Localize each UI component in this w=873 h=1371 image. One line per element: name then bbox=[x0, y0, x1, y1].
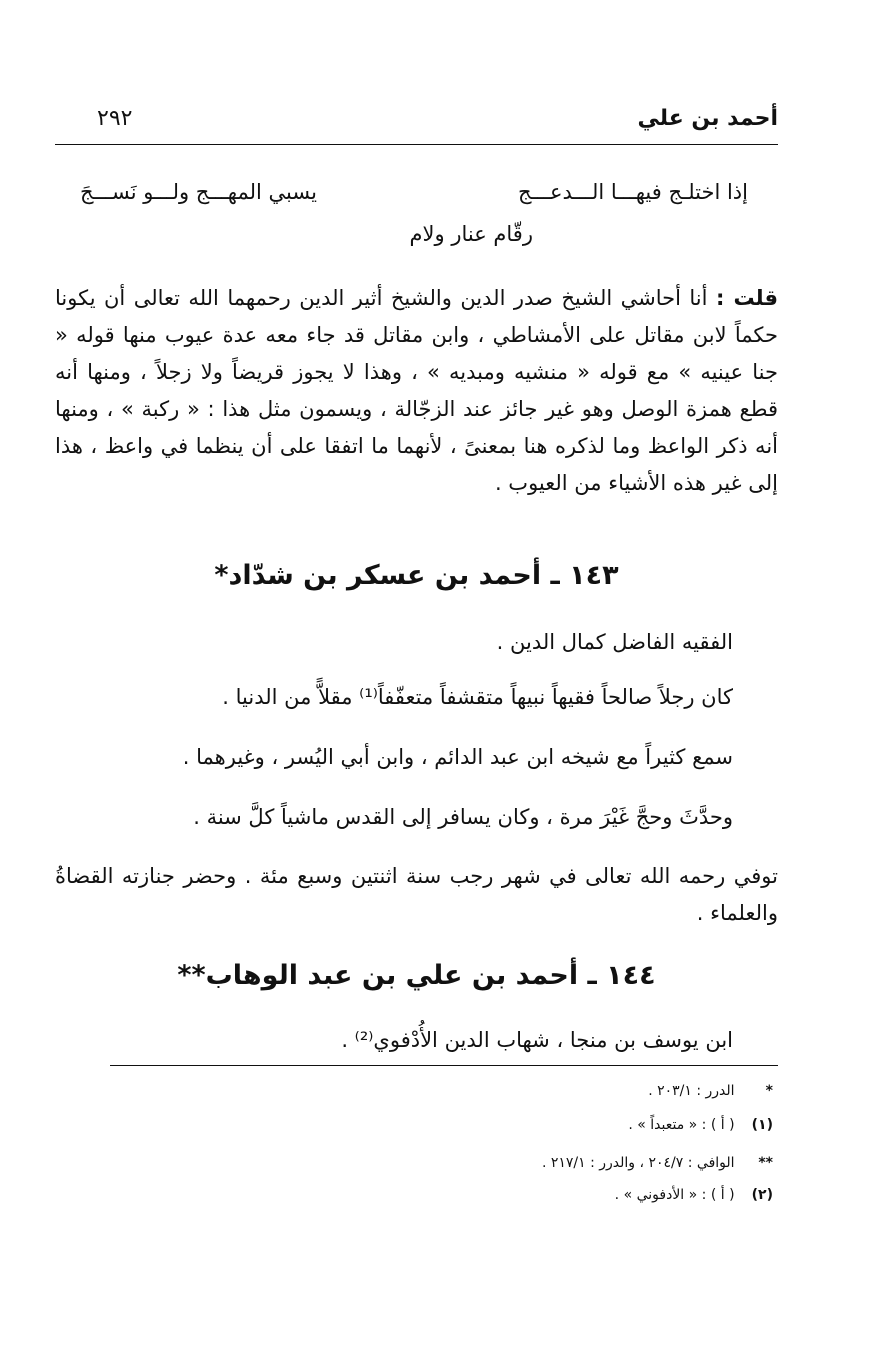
entry-143-death: توفي رحمه الله تعالى في شهر رجب سنة اثنتين وسبع مئة . وحضر جنازته القضاةُ والعلماء . bbox=[55, 864, 778, 925]
footnote-mark: * bbox=[765, 1083, 773, 1099]
verse-hemistich-first: إذا اختلـج فيهـــا الـــدعـــج bbox=[517, 180, 748, 204]
footnote bbox=[615, 1187, 773, 1203]
entry-143-line-4: وحدَّثَ وحجَّ غَيْرَ مرة ، وكان يسافر إلى القدس ماشياً كلَّ سنة . bbox=[193, 805, 733, 829]
entry-143-line-1: الفقيه الفاضل كمال الدين . bbox=[496, 630, 733, 654]
entry-143-line-3: سمع كثيراً مع شيخه ابن عبد الدائم ، وابن أبي اليُسر ، وغيرهما . bbox=[182, 745, 733, 769]
running-title: أحمد بن علي bbox=[637, 106, 778, 131]
footnote-text: ( أ ) : « الأدفوني » . bbox=[614, 1187, 735, 1203]
footnote-mark: (١) bbox=[751, 1117, 773, 1133]
footnote-text: ( أ ) : « متعبداً » . bbox=[628, 1117, 735, 1133]
footnote-text: الوافي : ٢٠٤/٧ ، والدرر : ٢١٧/١ . bbox=[541, 1155, 735, 1171]
entry-143-line-2: كان رجلاً صالحاً فقيهاً نبيهاً متقشفاً متعفّفاً⁽¹⁾ مقلاًّ من الدنيا . bbox=[222, 685, 733, 709]
footnote bbox=[542, 1155, 773, 1171]
commentary-lead: قلت : bbox=[715, 286, 778, 310]
footnote bbox=[648, 1083, 773, 1099]
verse-hemistich-second: يسبي المهـــج ولـــو نَســـجَ bbox=[80, 180, 317, 204]
commentary-paragraph bbox=[55, 280, 778, 502]
verse-line bbox=[80, 180, 748, 220]
footnote-mark: ** bbox=[758, 1155, 773, 1171]
entry-144-title: ١٤٤ ـ أحمد بن علي بن عبد الوهاب** bbox=[177, 960, 656, 991]
verse-tail: رقّام عنار ولام bbox=[409, 222, 533, 246]
entry-143-title: ١٤٣ ـ أحمد بن عسكر بن شدّاد* bbox=[214, 560, 619, 591]
commentary-text: أنا أحاشي الشيخ صدر الدين والشيخ أثير الدين رحمهما الله تعالى أن يكونا حكماً لابن مقاتل على الأمشاطي ، وابن مقاتل قد جاء معه عدة عيوب منها قوله « جنا عينيه » مع قوله « منشيه ومبديه » ، وهذا لا يجوز قريضاً ولا زجلاً ، ومنها أنه قطع همزة الوصل وهو غير جائز عند الزجّالة ، ويسمون مثل هذا : « ركبة » ، ومنها أنه ذكر الواعظ وما لذكره هنا بمعنىً ، لأنهما ما اتفقا على أن ينظما في واعظ ، هذا إلى غير هذه الأشياء من العيوب . bbox=[55, 286, 778, 495]
page-number: ٢٩٢ bbox=[97, 106, 133, 131]
header-rule bbox=[55, 144, 778, 145]
footnote-mark: (٢) bbox=[751, 1187, 773, 1203]
page-header bbox=[55, 106, 778, 140]
footnote bbox=[628, 1117, 773, 1133]
footnote-rule bbox=[110, 1065, 778, 1066]
entry-144-line-1: ابن يوسف بن منجا ، شهاب الدين الأُدْفوي⁽²⁾ . bbox=[341, 1028, 733, 1052]
footnote-text: الدرر : ٢٠٣/١ . bbox=[648, 1083, 735, 1099]
